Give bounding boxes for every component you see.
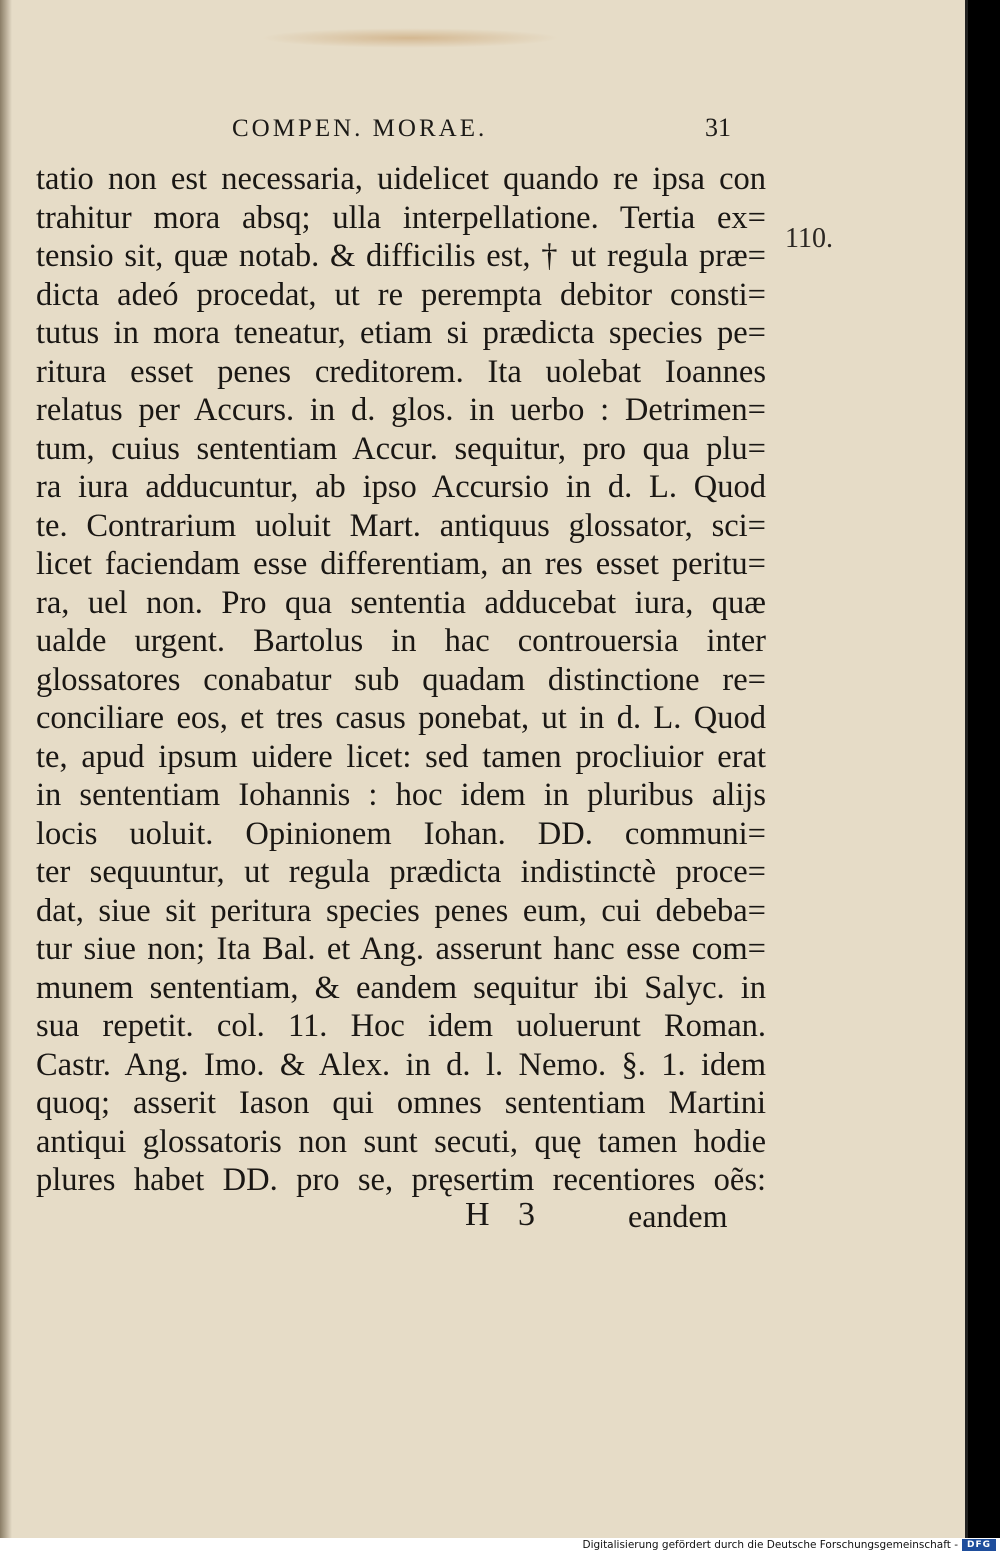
text-line: te. Contrarium uoluit Mart. antiquus glossator, sci= — [36, 507, 766, 544]
catchword: eandem — [628, 1198, 728, 1234]
text-line: locis uoluit. Opinionem Iohan. DD. communi= — [36, 815, 766, 852]
text-line: ualde urgent. Bartolus in hac controuersia inter — [36, 623, 766, 659]
text-line: tensio sit, quæ notab. & difficilis est, † ut regula præ= — [36, 238, 766, 274]
margin-note: 110. — [785, 223, 833, 254]
footer-credit: Digitalisierung gefördert durch die Deutsche Forschungsgemeinschaft - — [582, 1539, 958, 1551]
text-line: dat, siue sit peritura species penes eum, cui debeba= — [36, 892, 766, 929]
text-line: tutus in mora teneatur, etiam si prædicta species pe= — [36, 315, 766, 351]
text-line: licet faciendam esse differentiam, an res esset peritu= — [36, 546, 766, 582]
text-line: antiqui glossatoris non sunt secuti, quę tamen hodie — [36, 1123, 766, 1160]
text-line: ritura esset penes creditorem. Ita uolebat Ioannes — [36, 353, 766, 390]
text-line: munem sententiam, & eandem sequitur ibi Salyc. in — [36, 969, 766, 1006]
text-line: plures habet DD. pro se, pręsertim recentiores oẽs: — [36, 1162, 766, 1198]
text-line: conciliare eos, et tres casus ponebat, ut in d. L. Quod — [36, 700, 766, 736]
text-line: in sententiam Iohannis : hoc idem in pluribus alijs — [36, 777, 766, 813]
body-text — [36, 160, 766, 1200]
folio-number: 31 — [705, 113, 731, 142]
dfg-logo: DFG — [962, 1539, 996, 1551]
running-head: COMPEN. MORAE. — [232, 115, 488, 142]
text-line: te, apud ipsum uidere licet: sed tamen procliuior erat — [36, 738, 766, 775]
signature-mark: H 3 — [465, 1196, 546, 1233]
text-line: ra, uel non. Pro qua sententia adducebat iura, quæ — [36, 584, 766, 621]
text-line: relatus per Accurs. in d. glos. in uerbo : Detrimen= — [36, 392, 766, 428]
text-line: sua repetit. col. 11. Hoc idem uoluerunt Roman. — [36, 1008, 766, 1044]
text-line: dicta adeó procedat, ut re perempta debitor consti= — [36, 276, 766, 313]
text-line: trahitur mora absq; ulla interpellatione. Tertia ex= — [36, 199, 766, 236]
text-line: ra iura adducuntur, ab ipso Accursio in d. L. Quod — [36, 469, 766, 505]
text-line: glossatores conabatur sub quadam distinctione re= — [36, 661, 766, 698]
paper-stain — [260, 28, 560, 48]
text-line: quoq; asserit Iason qui omnes sententiam Martini — [36, 1085, 766, 1121]
text-line: tum, cuius sententiam Accur. sequitur, pro qua plu= — [36, 430, 766, 467]
text-line: tatio non est necessaria, uidelicet quando re ipsa con — [36, 161, 766, 197]
text-line: ter sequuntur, ut regula prædicta indistinctè proce= — [36, 854, 766, 890]
text-line: Castr. Ang. Imo. & Alex. in d. l. Nemo. §. 1. idem — [36, 1046, 766, 1083]
text-line: tur siue non; Ita Bal. et Ang. asserunt hanc esse com= — [36, 931, 766, 967]
